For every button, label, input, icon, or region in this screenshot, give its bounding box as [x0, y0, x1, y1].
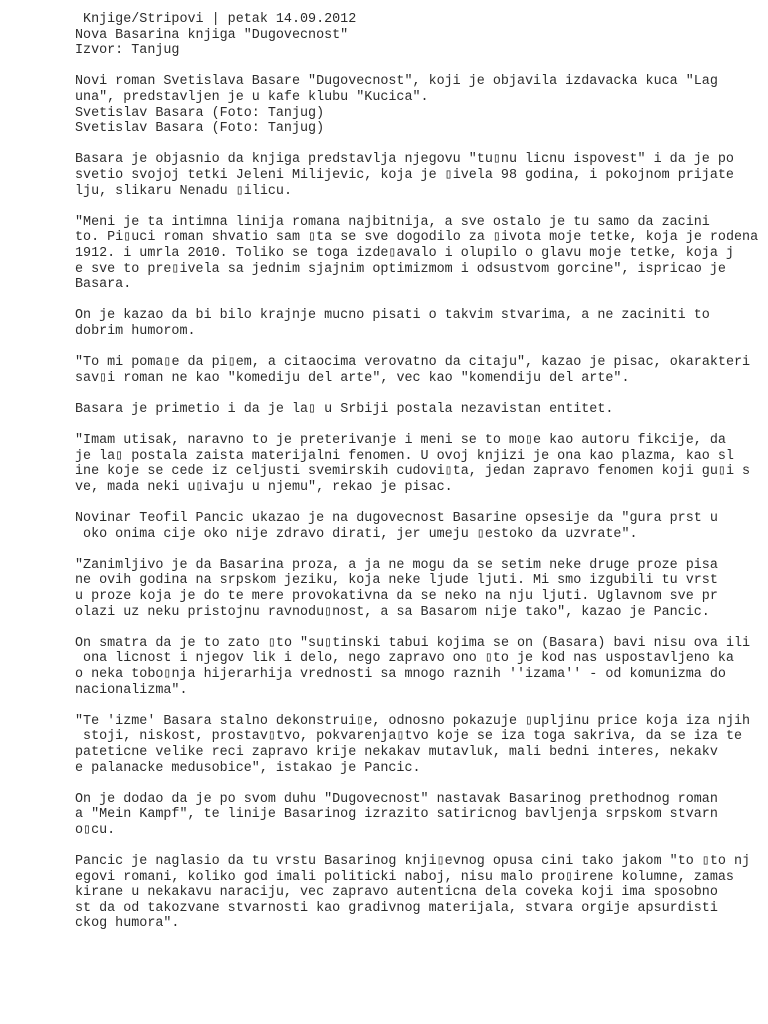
paragraph [75, 714, 755, 776]
text-line: On smatra da je to zato ▯to "su▯tinski tabui kojima se on (Basara) bavi nisu ova ili [75, 635, 751, 651]
text-line: je la▯ postala zaista materijalni fenomen. U ovoj knjizi je ona kao plazma, kao sl [75, 448, 734, 464]
text-line: o neka tobo▯nja hijerarhija vrednosti sa mnogo raznih ''izama'' - od komunizma do [75, 666, 726, 682]
text-line: lju, slikaru Nenadu ▯ilicu. [75, 183, 292, 199]
paragraph [75, 792, 755, 839]
article-source: Izvor: Tanjug [75, 43, 180, 59]
text-line: "Zanimljivo je da Basarina proza, a ja ne mogu da se setim neke druge proze pisa [75, 557, 718, 573]
text-line: to. Pi▯uci roman shvatio sam ▯ta se sve dogodilo za ▯ivota moje tetke, koja je rodena [75, 230, 759, 246]
text-line: e palanacke medusobice", istakao je Pancic. [75, 760, 421, 776]
text-line: kirane u nekakavu naraciju, vec zapravo autenticna dela coveka koji ima sposobno [75, 885, 718, 901]
text-line: On je kazao da bi bilo krajnje mucno pisati o takvim stvarima, a ne zaciniti to [75, 308, 710, 324]
text-line: Basara. [75, 277, 132, 293]
text-line: ne ovih godina na srpskom jeziku, koja neke ljude ljuti. Mi smo izgubili tu vrst [75, 573, 718, 589]
text-line: svetio svojoj tetki Jeleni Milijevic, koja je ▯ivela 98 godina, i pokojnom prijate [75, 167, 734, 183]
document-page [75, 12, 759, 948]
text-line: Basara je objasnio da knjiga predstavlja njegovu "tu▯nu licnu ispovest" i da je po [75, 152, 734, 168]
paragraph [75, 558, 755, 620]
text-line: o▯cu. [75, 822, 116, 838]
text-line: olazi uz neku pristojnu ravnodu▯nost, a sa Basarom nije tako", kazao je Pancic. [75, 604, 710, 620]
text-line: "Meni je ta intimna linija romana najbitnija, a sve ostalo je tu samo da zacini [75, 214, 710, 230]
text-line: st da od takozvane stvarnosti kao gradivnog materijala, stvara orgije apsurdisti [75, 900, 718, 916]
text-line: Novinar Teofil Pancic ukazao je na dugovecnost Basarine opsesije da "gura prst u [75, 511, 718, 526]
article-title: Nova Basarina knjiga "Dugovecnost" [75, 27, 349, 43]
text-line: "Te 'izme' Basara stalno dekonstrui▯e, odnosno pokazuje ▯upljinu price koja iza njih [75, 713, 751, 729]
text-line: nacionalizma". [75, 682, 188, 698]
text-line: ve, mada neki u▯ivaju u njemu", rekao je pisac. [75, 479, 453, 495]
text-line: sav▯i roman ne kao "komediju del arte", vec kao "komendiju del arte". [75, 370, 630, 386]
text-line: 1912. i umrla 2010. Toliko se toga izde▯avalo i olupilo o glavu moje tetke, koja j [75, 245, 734, 261]
paragraph [75, 402, 755, 418]
paragraph [75, 74, 755, 136]
text-line: "Imam utisak, naravno to je preterivanje i meni se to mo▯e kao autoru fikcije, da [75, 433, 726, 449]
text-line: e sve to pre▯ivela sa jednim sjajnim optimizmom i odsustvom gorcine", ispricao je [75, 261, 726, 277]
text-line: una", predstavljen je u kafe klubu "Kucica". [75, 89, 429, 105]
text-line: Basara je primetio i da je la▯ u Srbiji postala nezavistan entitet. [75, 401, 614, 417]
paragraph [75, 214, 759, 293]
text-line: On je dodao da je po svom duhu "Dugovecnost" nastavak Basarinog prethodnog roman [75, 791, 718, 807]
article-header [75, 12, 755, 59]
paragraph [75, 152, 755, 199]
text-line: "To mi poma▯e da pi▯em, a citaocima verovatno da citaju", kazao je pisac, okarakteri [75, 355, 751, 371]
paragraph [75, 854, 755, 932]
text-line: ona licnost i njegov lik i delo, nego zapravo ono ▯to je kod nas uspostavljeno ka [75, 651, 734, 667]
text-line: ckog humora". [75, 916, 180, 932]
paragraph [75, 308, 755, 339]
text-line: pateticne velike reci zapravo krije nekakav mutavluk, mali bedni interes, nekakv [75, 744, 718, 760]
paragraph [75, 355, 755, 386]
text-line: ine koje se cede iz celjusti svemirskih cudovi▯ta, jedan zapravo fenomen koji gu▯i s [75, 464, 751, 480]
paragraph [75, 636, 755, 698]
text-line: Novi roman Svetislava Basare "Dugovecnost", koji je objavila izdavacka kuca "Lag [75, 74, 718, 90]
text-line: stoji, niskost, prostav▯tvo, pokvarenja▯tvo koje se iza toga sakriva, da se iza te [75, 729, 743, 745]
section-date-line: Knjige/Stripovi | petak 14.09.2012 [75, 12, 357, 27]
text-line: oko onima cije oko nije zdravo dirati, jer umeju ▯estoko da uzvrate". [75, 526, 638, 542]
paragraph [75, 433, 755, 495]
text-line: a "Mein Kampf", te linije Basarinog izrazito satiricnog bavljenja srpskom stvarn [75, 807, 718, 823]
text-line: egovi romani, koliko god imali politicki naboj, nisu malo pro▯irene kolumne, zamas [75, 869, 734, 885]
photo-caption: Svetislav Basara (Foto: Tanjug) [75, 121, 325, 137]
paragraph [75, 511, 755, 542]
text-line: dobrim humorom. [75, 323, 196, 339]
photo-caption: Svetislav Basara (Foto: Tanjug) [75, 105, 325, 121]
text-line: u proze koja je do te mere provokativna da se neko na nju ljuti. Uglavnom sve pr [75, 588, 718, 604]
text-line: Pancic je naglasio da tu vrstu Basarinog knji▯evnog opusa cini tako jakom "to ▯to nj [75, 854, 751, 870]
